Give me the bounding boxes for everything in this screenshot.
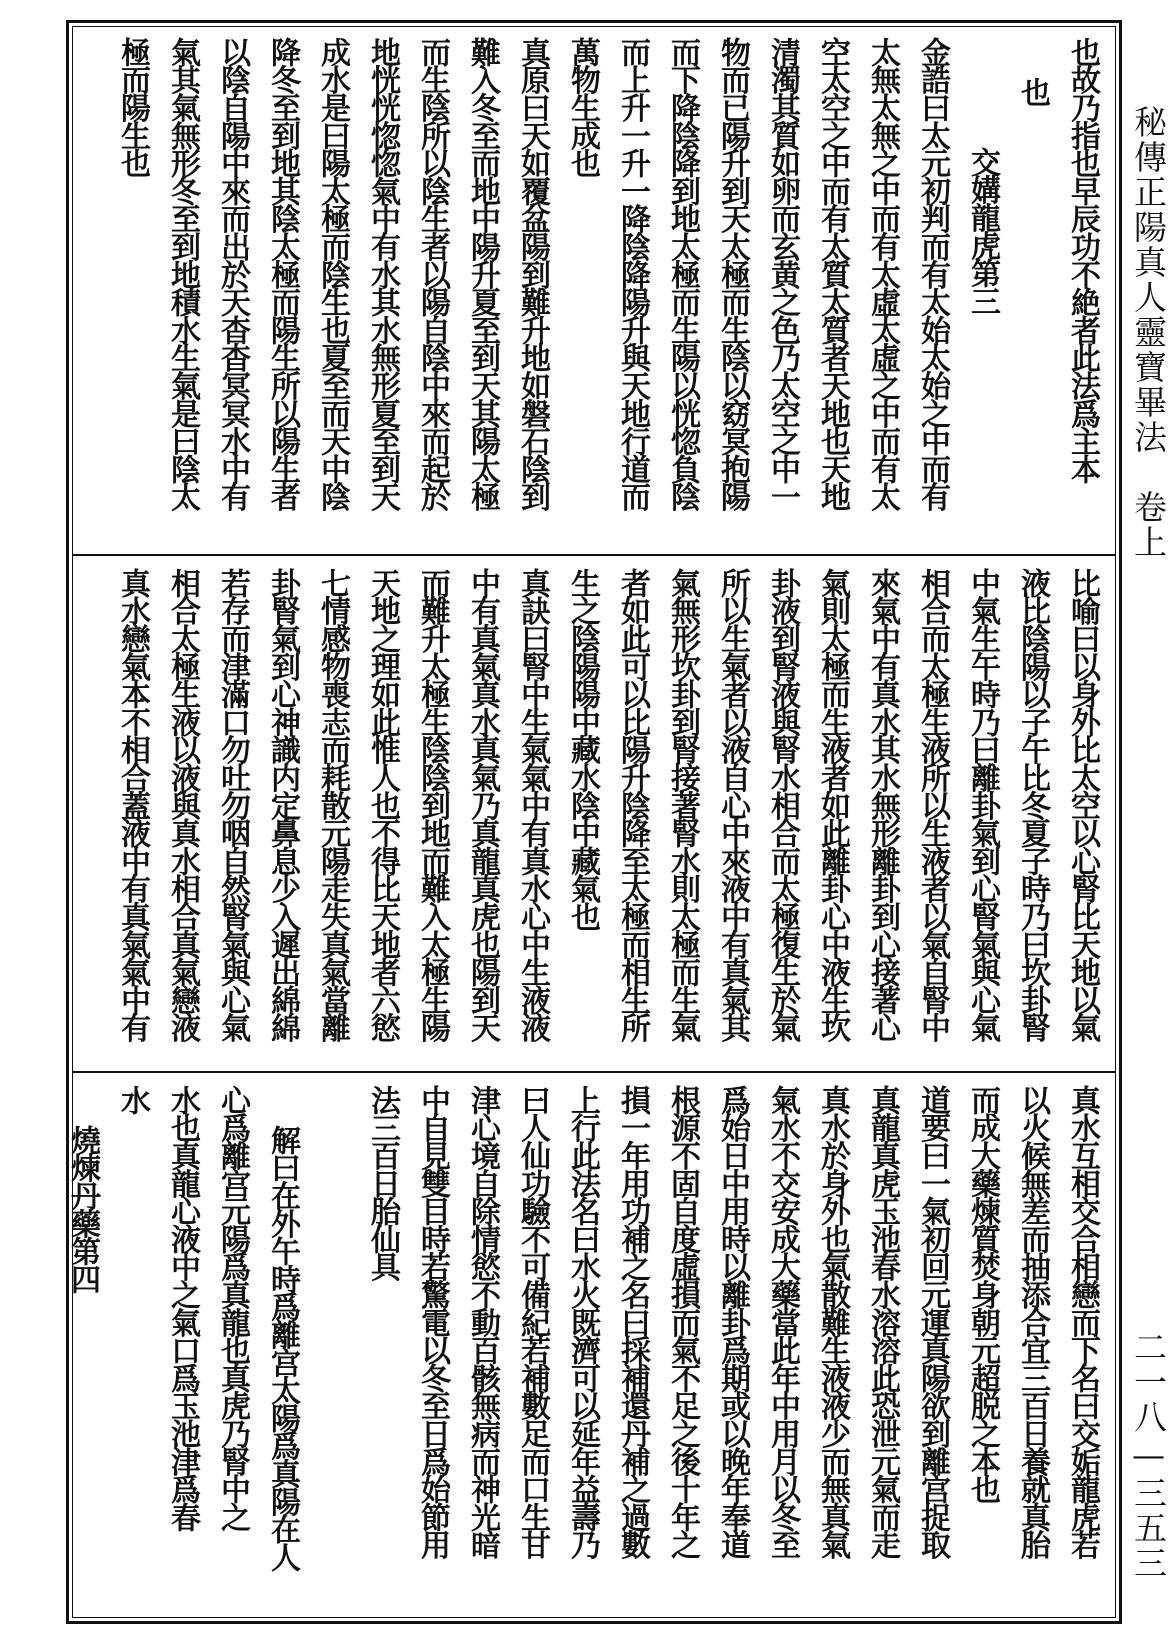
text-column: 氣水不交安成大藥當此年中用月以冬至 — [765, 1085, 800, 1558]
text-column: 法三百日胎仙具 — [365, 1085, 400, 1280]
text-column: 萬物生成也 — [565, 37, 600, 177]
text-column: 也 — [1015, 77, 1050, 105]
text-column: 生之陰陽陽中藏水陰中藏氣也 — [565, 568, 600, 930]
text-column: 真原曰天如覆盆陽到難升地如磐石陰到 — [515, 37, 550, 510]
text-column: 清濁其質如卵而玄黄之色乃太空之中一 — [765, 37, 800, 510]
text-column: 空太空之中而有太質太質者天地也天地 — [815, 37, 850, 510]
text-column: 地恍恍惚惚氣中有水其水無形夏至到天 — [365, 37, 400, 510]
text-column: 中有真氣真水真氣乃真龍真虎也陽到天 — [465, 568, 500, 1041]
text-column: 真訣曰腎中生氣氣中有真水心中生液液 — [515, 568, 550, 1041]
text-column: 若存而津滿口勿吐勿咽自然腎氣與心氣 — [215, 568, 250, 1041]
text-band-bottom — [65, 1077, 1116, 1617]
text-column: 解曰在外午時爲離宫太陽爲真陽在人 — [265, 1125, 300, 1570]
text-column: 而難升太極生陰陰到地而難入太極生陽 — [415, 568, 450, 1041]
text-column: 以火候無差而抽添合宜三百日養就真胎 — [1015, 1085, 1050, 1558]
text-column: 上行此法名曰水火既濟可以延年益壽乃 — [565, 1085, 600, 1558]
text-column: 卦液到腎液與腎水相合而太極復生於氣 — [765, 568, 800, 1041]
text-column: 液比陰陽以子午比冬夏子時乃曰坎卦腎 — [1015, 568, 1050, 1041]
text-column: 水 — [115, 1085, 150, 1113]
text-column: 所以生氣者以液自心中來液中有真氣其 — [715, 568, 750, 1041]
text-column: 水也真龍心液中之氣口爲玉池津爲春 — [165, 1085, 200, 1530]
text-column: 真龍真虎玉池春水溶溶此恐泄元氣而走 — [865, 1085, 900, 1558]
text-column: 而成大藥煉質焚身朝元超脱之本也 — [965, 1085, 1000, 1503]
text-column: 根源不固自度虛損而氣不足之後十年之 — [665, 1085, 700, 1558]
column-group — [62, 1085, 1102, 1611]
text-column: 以陰自陽中來而出於天杳杳冥冥水中有 — [215, 37, 250, 510]
text-column: 而上升一升一降陰降陽升與天地行道而 — [615, 37, 650, 510]
book-title-margin: 秘傳正陽真人靈寶畢法 卷上 — [1129, 105, 1168, 560]
text-band-top — [72, 29, 1116, 553]
column-group — [112, 37, 1102, 547]
text-column: 難入冬至而地中陽升夏至到天其陽太極 — [465, 37, 500, 510]
text-column: 氣無形坎卦到腎接著腎水則太極而生氣 — [665, 568, 700, 1041]
text-column: 相合太極生液以液與真水相合真氣戀液 — [165, 568, 200, 1041]
text-column: 曰人仙功驗不可備紀若補數足而口生甘 — [515, 1085, 550, 1558]
blank-column — [312, 1085, 352, 1611]
text-column: 津心境自除情慾不動百骸無病而神光暗 — [465, 1085, 500, 1558]
text-column: 極而陽生也 — [115, 37, 150, 177]
text-column: 金誥曰太元初判而有太始太始之中而有 — [915, 37, 950, 510]
text-column: 物而已陽升到天太極而生陰以窈冥抱陽 — [715, 37, 750, 510]
text-column: 真水戀氣本不相合蓋液中有真氣氣中有 — [115, 568, 150, 1041]
text-column: 太無太無之中而有太虛太虛之中而有太 — [865, 37, 900, 510]
band-divider — [72, 554, 1116, 556]
section-heading: 燒煉丹藥第四 — [65, 1125, 100, 1292]
text-column: 而下降陰降到地太極而生陽以恍惚負陰 — [665, 37, 700, 510]
text-column: 天地之理如此惟人也不得比天地者六慾 — [365, 568, 400, 1041]
text-column: 真水互相交合相戀而下名曰交姤龍虎若 — [1065, 1085, 1100, 1558]
band-divider — [72, 1071, 1116, 1073]
text-column: 也故乃指也早辰功不絶者此法爲主本 — [1065, 37, 1100, 482]
text-column: 成水是曰陽太極而陰生也夏至而天中陰 — [315, 37, 350, 510]
text-column: 者如此可以比陽升陰降至太極而相生所 — [615, 568, 650, 1041]
text-column: 氣其氣無形冬至到地積水生氣是曰陰太 — [165, 37, 200, 510]
text-column: 卦腎氣到心神識内定鼻息少入遲出綿綿 — [265, 568, 300, 1041]
text-column: 道要曰一氣初回元運真陽欲到離宫捉取 — [915, 1085, 950, 1558]
text-column: 降冬至到地其陰太極而陽生所以陽生者 — [265, 37, 300, 510]
column-group — [112, 568, 1102, 1064]
page-frame — [66, 20, 1122, 1624]
text-column: 中氣生午時乃曰離卦氣到心腎氣與心氣 — [965, 568, 1000, 1041]
text-column: 而生陰所以陰生者以陽自陰中來而起於 — [415, 37, 450, 510]
text-column: 心爲離宫元陽爲真龍也真虎乃腎中之 — [215, 1085, 250, 1530]
text-column: 比喻曰以身外比太空以心腎比天地以氣 — [1065, 568, 1100, 1041]
text-column: 相合而太極生液所以生液者以氣自腎中 — [915, 568, 950, 1041]
text-column: 來氣中有真水其水無形離卦到心接著心 — [865, 568, 900, 1041]
text-column: 真水於身外也氣散難生液液少而無真氣 — [815, 1085, 850, 1558]
text-column: 損一年用功補之名曰採補還丹補之過數 — [615, 1085, 650, 1558]
section-heading: 交媾龍虎第三 — [965, 147, 1000, 314]
text-column: 氣則太極而生液者如此離卦心中液生坎 — [815, 568, 850, 1041]
text-column: 七情感物喪志而耗散元陽走失真氣當離 — [315, 568, 350, 1041]
text-column: 爲始日中用時以離卦爲期或以晚年奉道 — [715, 1085, 750, 1558]
text-band-middle — [72, 560, 1116, 1070]
page-number-margin: 二一八—三五三 — [1129, 1330, 1168, 1581]
text-column: 中自見雙目時若驚電以冬至日爲始節用 — [415, 1085, 450, 1558]
